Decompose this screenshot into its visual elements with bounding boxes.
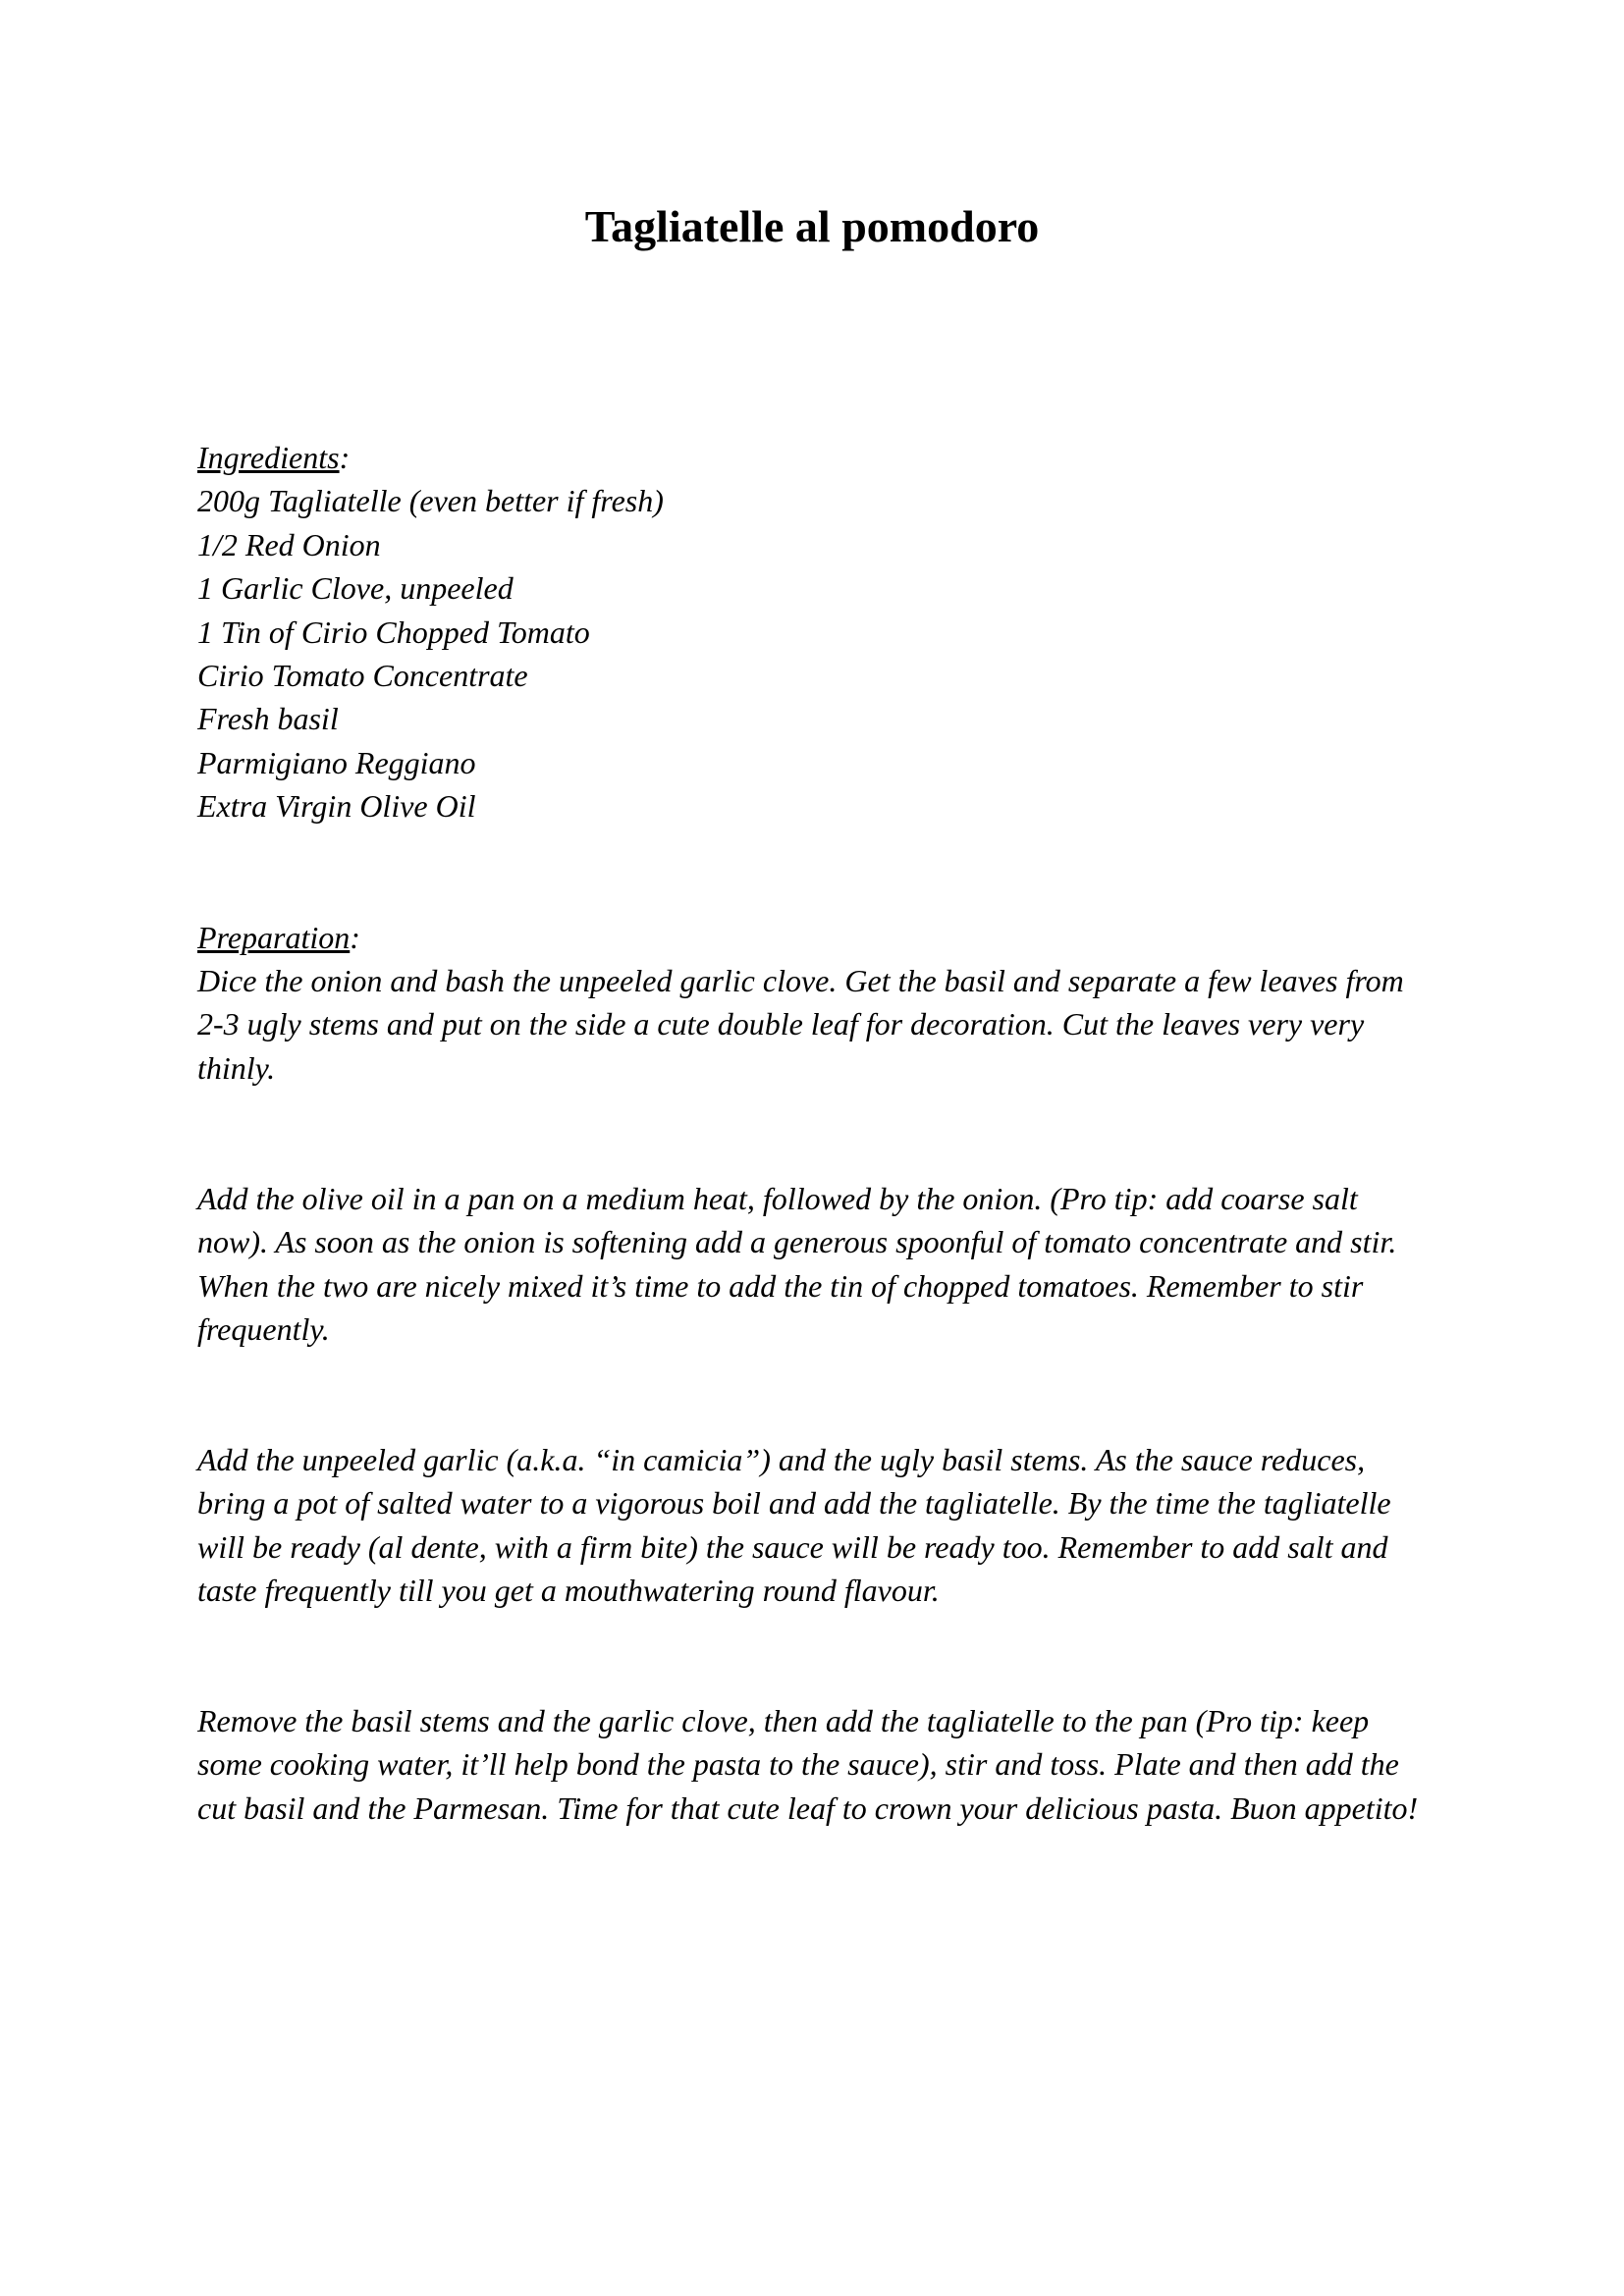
preparation-heading-colon: : [350,920,360,955]
preparation-step-2: Add the olive oil in a pan on a medium heat, followed by the onion. (Pro tip: add coarse salt now). As soon as the onion is softening add a generous spoonful of tomato concentrate and stir. When the two are nicely mixed it’s time to add the tin of chopped tomatoes. Remember to stir frequently. [197,1181,1397,1348]
preparation-step-3: Add the unpeeled garlic (a.k.a. “in camicia”) and the ugly basil stems. As the sauce reduces, bring a pot of salted water to a vigorous boil and add the tagliatelle. By the time the tagliatelle will be ready (al dente, with a firm bite) the sauce will be ready too. Remember to add salt and taste frequently till you get a mouthwatering round flavour. [197,1442,1391,1609]
ingredient-item: 1/2 Red Onion [197,526,381,562]
ingredient-item: Cirio Tomato Concentrate [197,658,528,694]
ingredient-item: 200g Tagliatelle (even better if fresh) [197,483,664,519]
ingredients-heading [197,436,1435,479]
ingredients-list [197,479,1435,828]
preparation-step-1: Dice the onion and bash the unpeeled garlic clove. Get the basil and separate a few leaves from 2-3 ugly stems and put on the side a cute double leaf for decoration. Cut the leaves very very thinly. [197,963,1404,1086]
preparation-step-4: Remove the basil stems and the garlic clove, then add the tagliatelle to the pan (Pro tip: keep some cooking water, it’ll help bond the pasta to the sauce), stir and toss. Plate and then add the cut basil and the Parmesan. Time for that cute leaf to crown your delicious pasta. Buon appetito! [197,1703,1419,1826]
preparation-heading [197,916,1435,959]
ingredients-heading-label: Ingredients [197,440,340,475]
ingredient-item: Parmigiano Reggiano [197,744,476,780]
recipe-title: Tagliatelle al pomodoro [584,201,1040,251]
ingredients-section [197,436,1435,828]
ingredient-item: Fresh basil [197,701,339,737]
preparation-heading-block [197,916,1435,959]
ingredients-heading-colon: : [339,440,351,475]
ingredient-item: Extra Virgin Olive Oil [197,788,476,825]
preparation-heading-label: Preparation [197,920,351,955]
ingredient-item: 1 Garlic Clove, unpeeled [197,570,514,607]
ingredient-item: 1 Tin of Cirio Chopped Tomato [197,614,590,650]
